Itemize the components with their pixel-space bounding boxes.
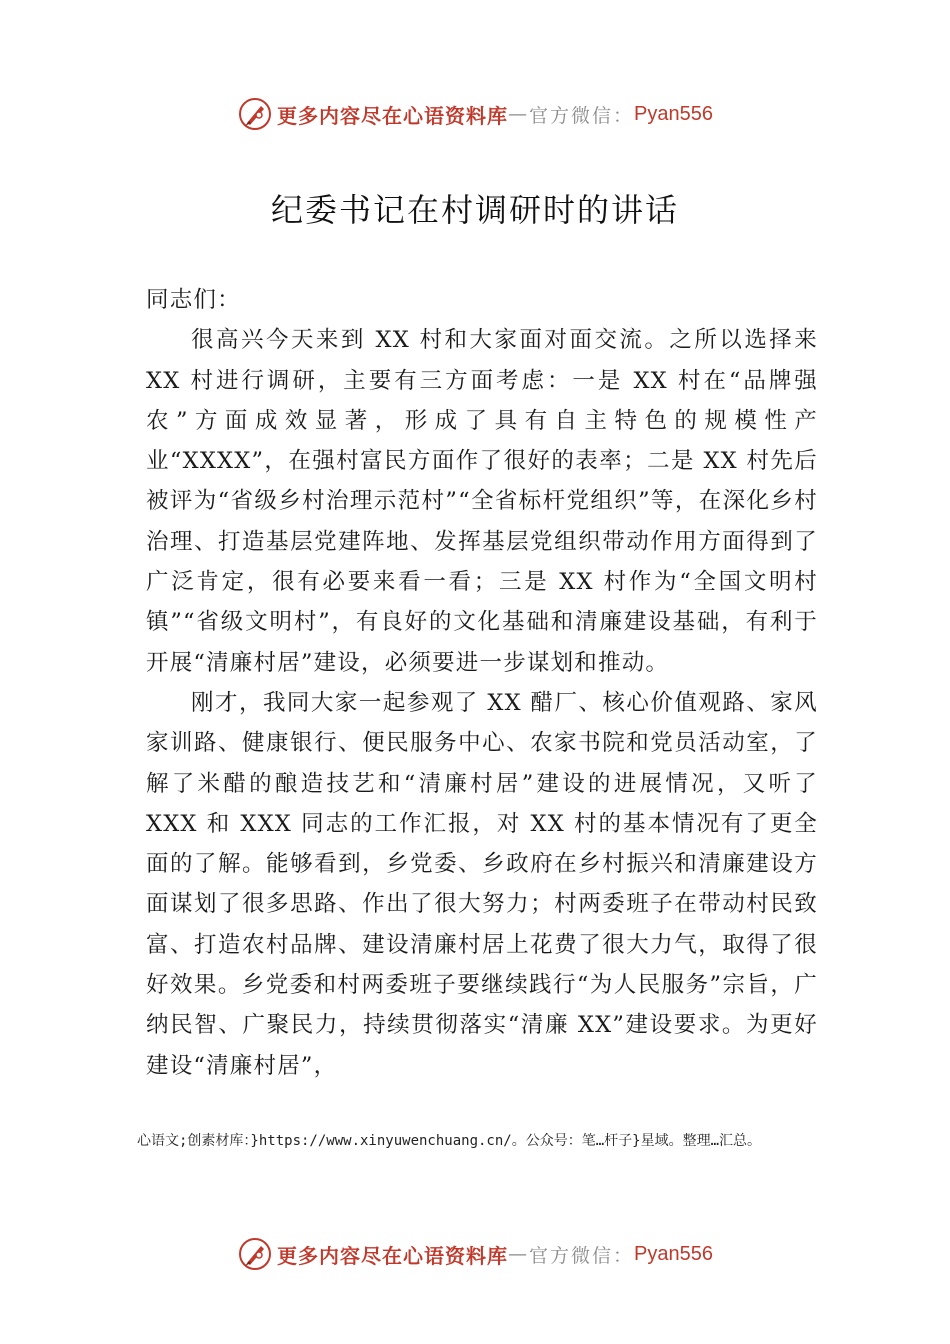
footer-wechat-label: 官方微信： bbox=[529, 1244, 635, 1267]
pen-nib-logo-icon bbox=[237, 96, 273, 132]
footer-brand-text: 更多内容尽在心语资料库 bbox=[277, 1243, 508, 1268]
footer-dash: — bbox=[508, 1243, 529, 1265]
footer-banner bbox=[0, 1234, 950, 1274]
footer-wechat-id: Pyan556 bbox=[634, 1242, 713, 1265]
header-banner bbox=[0, 94, 950, 134]
document-body bbox=[146, 280, 818, 1086]
paragraph-2: 刚才，我同大家一起参观了 XX 醋厂、核心价值观路、家风家训路、健康银行、便民服务中心、农家书院和党员活动室，了解了米醋的酿造技艺和“清廉村居”建设的进展情况，又听了 XXX 和 XXX 同志的工作汇报，对 XX 村的基本情况有了更全面的了解。能够看到，乡党委、乡政府在乡村振兴和清廉建设方面谋划了很多思路、作出了很大努力；村两委班子在带动村民致富、打造农村品牌、建设清廉村居上花费了很大力气，取得了很好效果。乡党委和村两委班子要继续践行“为人民服务”宗旨，广纳民智、广聚民力，持续贯彻落实“清廉 XX”建设要求。为更好建设“清廉村居”， bbox=[146, 689, 818, 1079]
banner-wechat-label: 官方微信： bbox=[529, 104, 635, 127]
salutation: 同志们： bbox=[146, 287, 241, 313]
banner-brand-text: 更多内容尽在心语资料库 bbox=[277, 103, 508, 128]
source-footnote: 心语文;创素材库：}https://www.xinyuwenchuang.cn/。公众号：笔…杆子}星域。整理…汇总。 bbox=[137, 1133, 762, 1149]
pen-nib-logo-icon bbox=[237, 1236, 273, 1272]
document-title: 纪委书记在村调研时的讲话 bbox=[270, 191, 679, 229]
banner-dash: — bbox=[508, 103, 529, 125]
paragraph-1: 很高兴今天来到 XX 村和大家面对面交流。之所以选择来 XX 村进行调研，主要有三方面考虑：一是 XX 村在“品牌强农”方面成效显著，形成了具有自主特色的规模性产业“XXXX”，在强村富民方面作了很好的表率；二是 XX 村先后被评为“省级乡村治理示范村”“全省标杆党组织”等，在深化乡村治理、打造基层党建阵地、发挥基层党组织带动作用方面得到了广泛肯定，很有必要来看一看；三是 XX 村作为“全国文明村镇”“省级文明村”，有良好的文化基础和清廉建设基础，有利于开展“清廉村居”建设，必须要进一步谋划和推动。 bbox=[146, 327, 818, 676]
banner-wechat-id: Pyan556 bbox=[634, 102, 713, 125]
